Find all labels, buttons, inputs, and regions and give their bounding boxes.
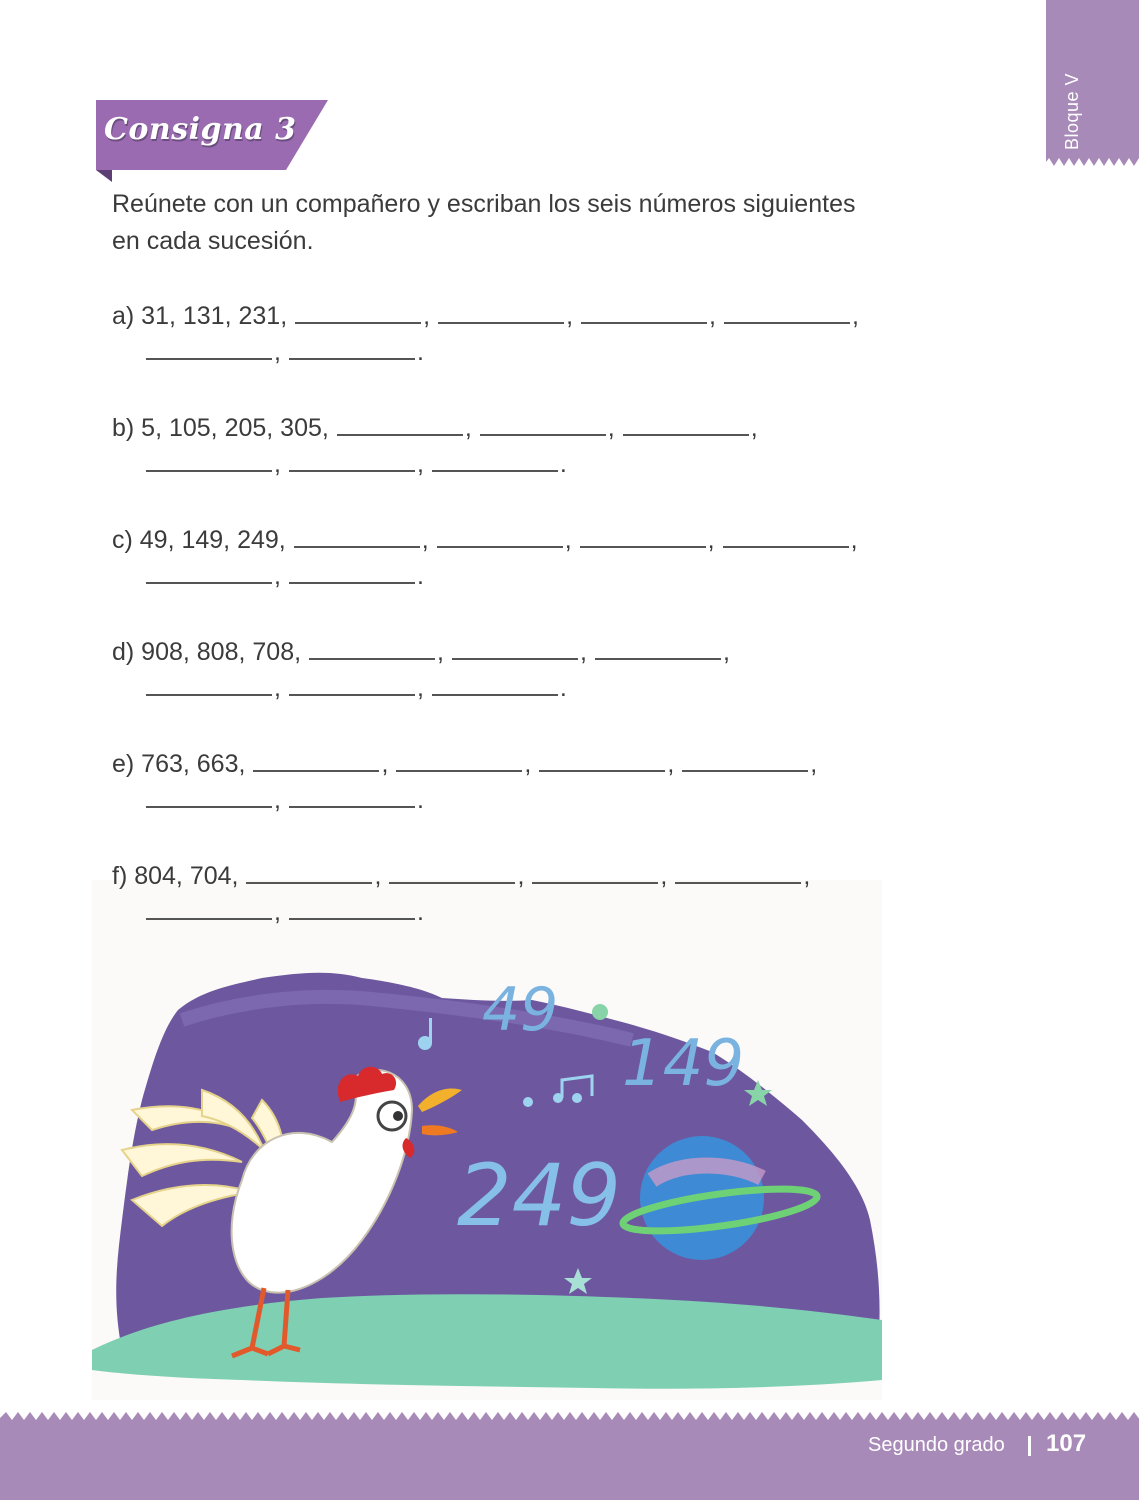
answer-blank[interactable] (723, 524, 849, 548)
answer-blank[interactable] (581, 300, 707, 324)
answer-blank[interactable] (289, 448, 415, 472)
answer-blank[interactable] (396, 748, 522, 772)
answer-blank[interactable] (294, 524, 420, 548)
exercise-label: c) 49, 149, 249, (112, 526, 286, 554)
answer-blank[interactable] (253, 748, 379, 772)
exercise-label: e) 763, 663, (112, 750, 246, 778)
side-tab-zigzag (1046, 156, 1139, 166)
side-tab (1046, 0, 1139, 158)
page-number: 107 (1046, 1430, 1087, 1457)
answer-blank[interactable] (389, 860, 515, 884)
answer-blank[interactable] (289, 560, 415, 584)
answer-blank[interactable] (724, 300, 850, 324)
exercise-label: f) 804, 704, (112, 862, 239, 890)
number-149: 149 (622, 1027, 745, 1101)
answer-blank[interactable] (146, 560, 272, 584)
answer-blank[interactable] (146, 336, 272, 360)
exercise-label: b) 5, 105, 205, 305, (112, 414, 329, 442)
number-249: 249 (457, 1146, 622, 1246)
answer-blank[interactable] (289, 672, 415, 696)
exercise-label: a) 31, 131, 231, (112, 302, 288, 330)
instructions-text: Reúnete con un compañero y escriban los seis números siguientes en cada sucesión. (112, 190, 856, 255)
answer-blank[interactable] (337, 412, 463, 436)
answer-blank[interactable] (432, 448, 558, 472)
answer-blank[interactable] (295, 300, 421, 324)
answer-blank[interactable] (146, 448, 272, 472)
footer-band (0, 1420, 1139, 1500)
answer-blank[interactable] (580, 524, 706, 548)
answer-blank[interactable] (682, 748, 808, 772)
answer-blank[interactable] (675, 860, 801, 884)
footer-grade: Segundo grado (868, 1434, 1005, 1456)
answer-blank[interactable] (289, 336, 415, 360)
number-49: 49 (482, 975, 559, 1045)
answer-blank[interactable] (532, 860, 658, 884)
exercise-label: d) 908, 808, 708, (112, 638, 302, 666)
answer-blank[interactable] (480, 412, 606, 436)
answer-blank[interactable] (437, 524, 563, 548)
answer-blank[interactable] (309, 636, 435, 660)
answer-blank[interactable] (539, 748, 665, 772)
footer-divider (1028, 1436, 1031, 1456)
answer-blank[interactable] (246, 860, 372, 884)
answer-blank[interactable] (595, 636, 721, 660)
answer-blank[interactable] (289, 784, 415, 808)
answer-blank[interactable] (146, 784, 272, 808)
answer-blank[interactable] (623, 412, 749, 436)
consigna-title: Consigna 3 (104, 112, 297, 147)
answer-blank[interactable] (146, 896, 272, 920)
side-tab-label: Bloque V (1062, 72, 1082, 150)
answer-blank[interactable] (432, 672, 558, 696)
answer-blank[interactable] (146, 672, 272, 696)
answer-blank[interactable] (438, 300, 564, 324)
answer-blank[interactable] (289, 896, 415, 920)
answer-blank[interactable] (452, 636, 578, 660)
rooster-illustration (92, 880, 882, 1400)
